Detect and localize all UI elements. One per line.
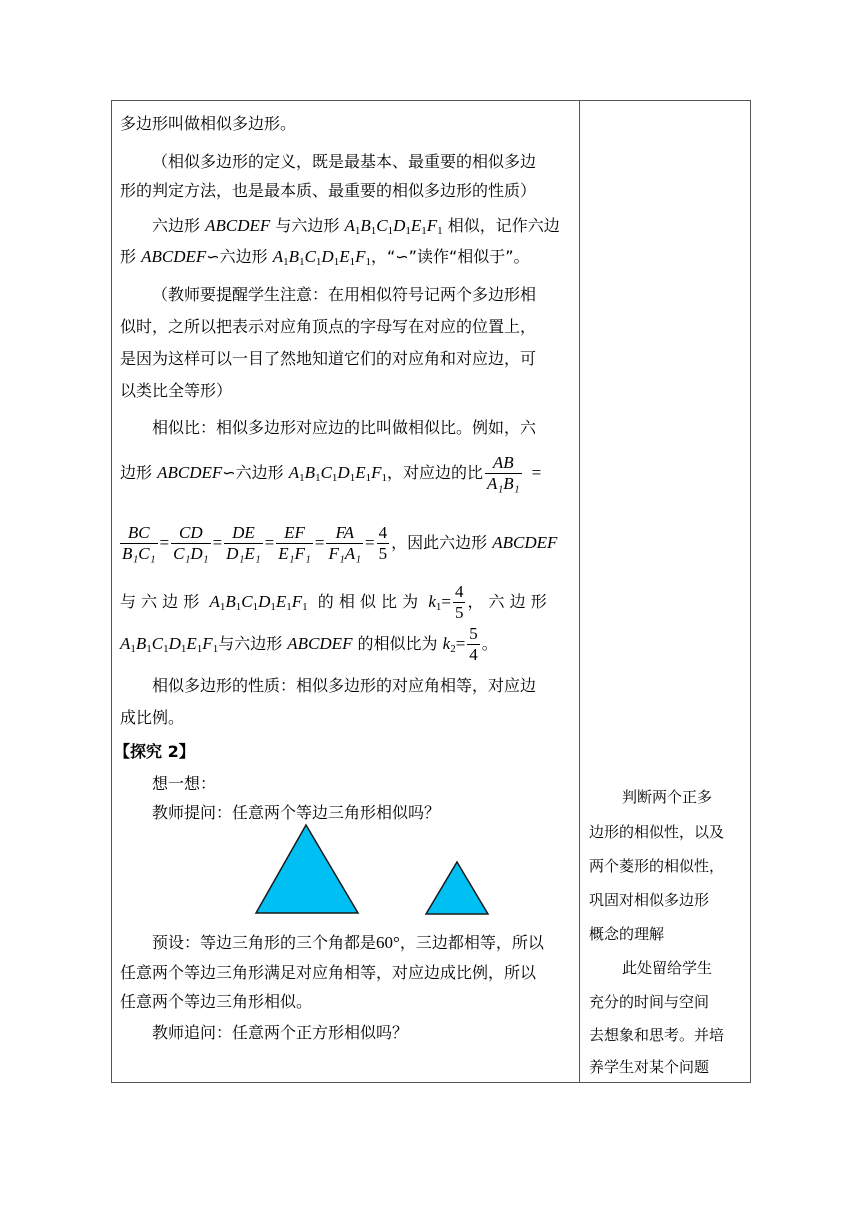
text-line: 相似多边形的性质：相似多边形的对应角相等，对应边 bbox=[152, 676, 537, 695]
note-line: 边形的相似性，以及 bbox=[589, 823, 725, 841]
text-line: 边形 ABCDEF ∽六边形 $A_1B_1C_1D_1E_1F_1$ ，对应边的比 $\frac{AB}{\text{A₁B₁}}$ = bbox=[120, 452, 542, 493]
note-line: 两个菱形的相似性， bbox=[589, 857, 725, 875]
text-line: 预设：等边三角形的三个角都是60°，三边都相等，所以 bbox=[152, 933, 544, 952]
text-line: 与 六 边 形 $A_1B_1C_1D_1E_1F_1$ 的 相 似 比 为 $k_1$ = $\frac{4}{5}$ ， 六 边 形 bbox=[120, 581, 547, 622]
section-heading: 【探究 2】 bbox=[114, 742, 195, 761]
large-triangle bbox=[254, 823, 362, 915]
text-line: 相似比：相似多边形对应边的比叫做相似比。例如，六 bbox=[152, 418, 537, 437]
text-line: $\frac{BC}{\text{B₁C₁}}$ = $\frac{CD}{\text{C₁D₁}}$ = $\frac{DE}{\text{D₁E₁}}$ = $\frac{EF}{\text{E₁F₁}}$ = $\frac{FA}{\text{F₁A₁}}$ = $\frac{4}{5}$ ，因此六边形 ABCDEF bbox=[122, 522, 558, 563]
text-line: 形 ABCDEF∽六边形 $A_1B_1C_1D_1E_1F_1$，“∽”读作“相似于”。 bbox=[120, 247, 530, 268]
text-line: $A_1B_1C_1D_1E_1F_1$ 与六边形 ABCDEF 的相似比为 $k_2$ = $\frac{5}{4}$ 。 bbox=[120, 623, 498, 664]
text-line: 似时，之所以把表示对应角顶点的字母写在对应的位置上， bbox=[120, 317, 537, 336]
text-line: 任意两个等边三角形相似。 bbox=[120, 992, 313, 1011]
text-line: 想一想： bbox=[152, 774, 217, 793]
note-line: 充分的时间与空间 bbox=[589, 993, 710, 1011]
fraction: $\frac{AB}{\text{A₁B₁}}$ bbox=[486, 452, 520, 493]
note-line: 养学生对某个问题 bbox=[589, 1058, 710, 1076]
text-line: 形的判定方法，也是最本质、最重要的相似多边形的性质） bbox=[120, 181, 537, 200]
text-line: 任意两个等边三角形满足对应角相等，对应边成比例，所以 bbox=[120, 963, 537, 982]
text-line: 六边形 ABCDEF 与六边形 $A_1B_1C_1D_1E_1F_1$ 相似，记作六边 bbox=[152, 216, 560, 237]
text-line: 是因为这样可以一目了然地知道它们的对应角和对应边，可 bbox=[120, 349, 537, 368]
text-line: （教师要提醒学生注意：在用相似符号记两个多边形相 bbox=[152, 285, 537, 304]
text-line: 教师追问：任意两个正方形相似吗？ bbox=[152, 1023, 409, 1042]
text-line: 多边形叫做相似多边形。 bbox=[120, 114, 297, 133]
note-line: 概念的理解 bbox=[589, 925, 665, 943]
text-line: （相似多边形的定义，既是最基本、最重要的相似多边 bbox=[152, 152, 537, 171]
note-line: 巩固对相似多边形 bbox=[589, 891, 710, 909]
text-line: 以类比全等形） bbox=[120, 381, 233, 400]
small-triangle bbox=[424, 860, 490, 916]
column-divider bbox=[579, 101, 580, 1082]
text-line: 教师提问：任意两个等边三角形相似吗？ bbox=[152, 803, 441, 822]
text-line: 成比例。 bbox=[120, 708, 185, 727]
note-line: 去想象和思考。并培 bbox=[589, 1026, 725, 1044]
note-line: 判断两个正多 bbox=[622, 788, 713, 806]
note-line: 此处留给学生 bbox=[622, 959, 713, 977]
